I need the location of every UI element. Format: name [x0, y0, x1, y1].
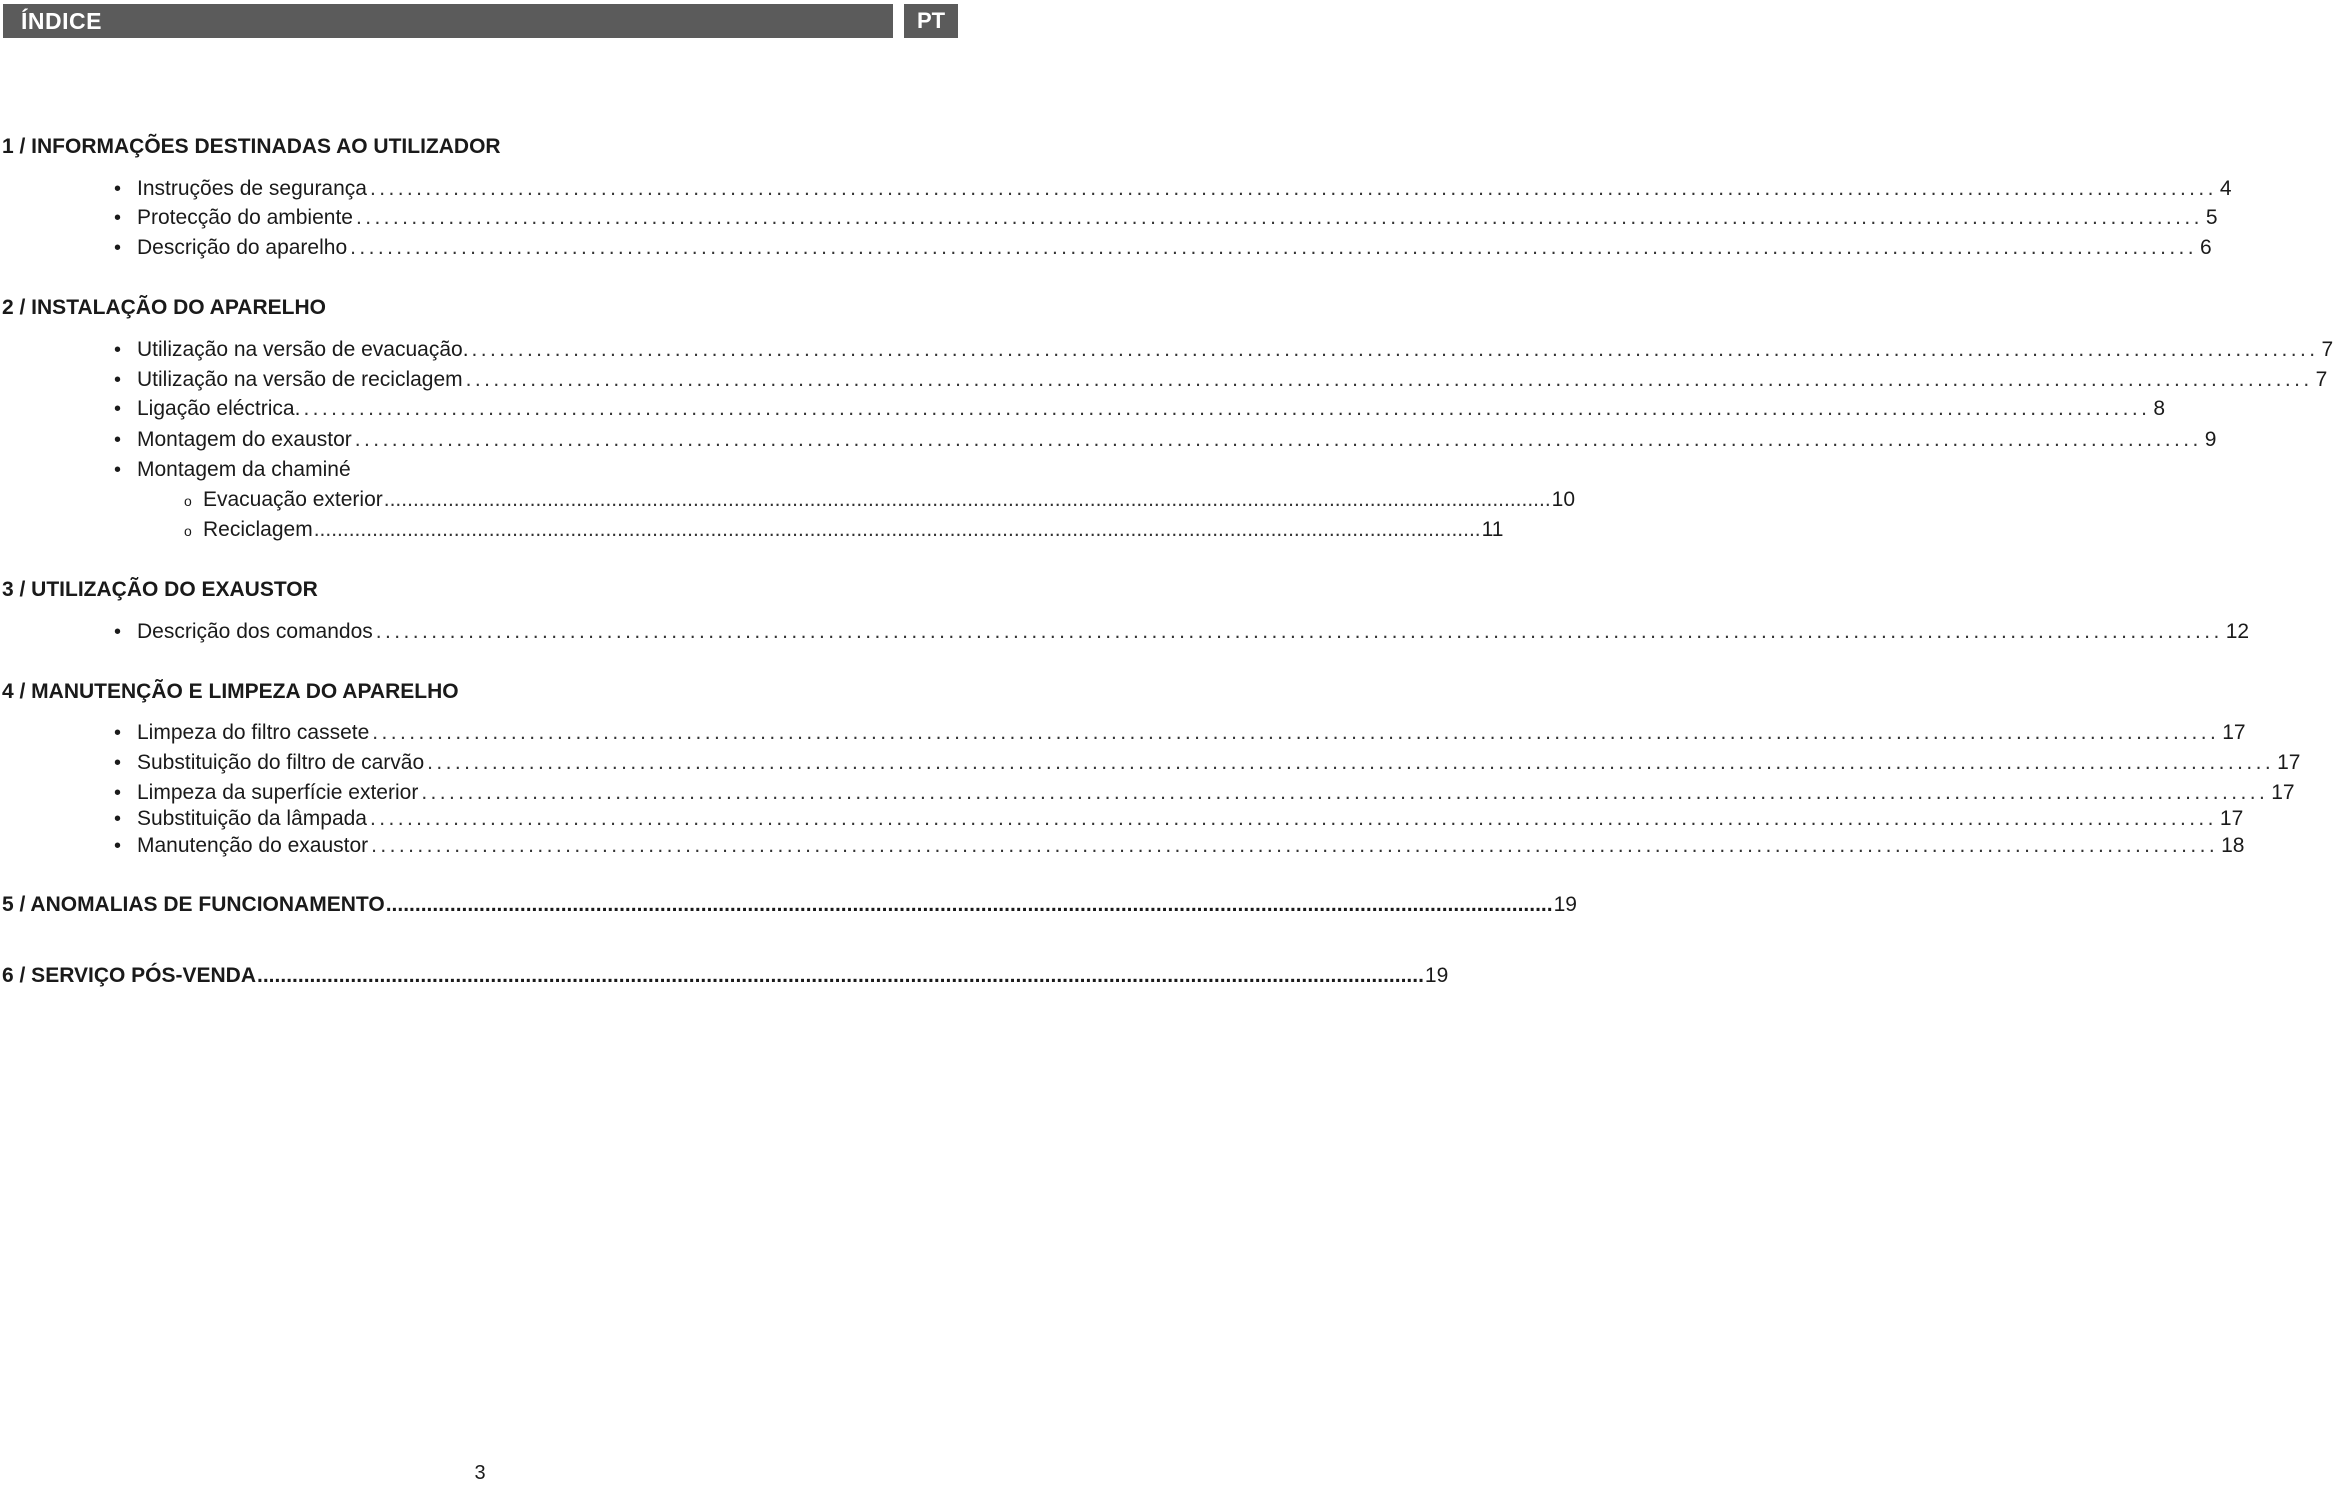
- dot-leader: ........................................................................................................................................................................................................: [354, 428, 2202, 451]
- bullet-icon: •: [114, 752, 122, 774]
- bullet-icon: •: [114, 782, 122, 804]
- toc-entry-label: Descrição dos comandos: [137, 620, 373, 643]
- sub-bullet-icon: o: [184, 493, 192, 509]
- index-header-bar: [3, 4, 893, 38]
- section-3-title: 3 / UTILIZAÇÃO DO EXAUSTOR: [2, 578, 318, 601]
- toc-entry[interactable]: [114, 720, 2246, 746]
- dot-leader: ........................................................................................................................................................................................................: [383, 488, 1551, 511]
- toc-entry-label: Montagem do exaustor: [137, 428, 352, 451]
- toc-entry[interactable]: [114, 833, 2245, 859]
- toc-entry-page: 7: [2315, 368, 2328, 391]
- index-title: ÍNDICE: [21, 8, 102, 34]
- toc-entry-page: 9: [2204, 428, 2217, 451]
- bullet-icon: •: [114, 621, 122, 643]
- dot-leader: ........................................................................................................................................................................................................: [355, 206, 2203, 229]
- toc-entry-page: 5: [2205, 206, 2218, 229]
- section-5-title: 5 / ANOMALIAS DE FUNCIONAMENTO: [2, 893, 385, 916]
- dot-leader: ........................................................................................................................................................................................................: [303, 397, 2151, 420]
- section-2-title: 2 / INSTALAÇÃO DO APARELHO: [2, 296, 326, 319]
- bullet-icon: •: [114, 429, 122, 451]
- page-number: 3: [474, 1462, 486, 1484]
- toc-subentry[interactable]: [184, 487, 1576, 514]
- section-5-page: 19: [1553, 893, 1577, 916]
- section-4-title: 4 / MANUTENÇÃO E LIMPEZA DO APARELHO: [2, 680, 459, 703]
- section-6-line[interactable]: [2, 963, 1449, 989]
- language-badge: [904, 4, 958, 38]
- bullet-icon: •: [114, 835, 122, 857]
- toc-entry-page: 17: [2219, 807, 2244, 830]
- toc-entry[interactable]: [114, 396, 2166, 422]
- toc-entry[interactable]: [114, 619, 2250, 645]
- bullet-icon: •: [114, 207, 122, 229]
- toc-subentry-label: Reciclagem: [203, 518, 313, 541]
- toc-entry-page: 17: [2271, 781, 2295, 804]
- toc-entry[interactable]: [114, 235, 2212, 261]
- toc-entry-label: Limpeza da superfície exterior: [137, 781, 419, 804]
- dot-leader: ........................................................................................................................................................................................................: [371, 834, 2219, 857]
- toc-entry-page: 17: [2277, 751, 2301, 774]
- toc-entry[interactable]: [114, 176, 2232, 202]
- toc-subentry[interactable]: [184, 517, 1504, 544]
- toc-entry-page: 7: [2321, 338, 2333, 361]
- toc-entry[interactable]: [114, 337, 2333, 363]
- toc-entry[interactable]: [114, 427, 2217, 453]
- toc-subentry-label: Evacuação exterior: [203, 488, 383, 511]
- bullet-icon: •: [114, 339, 122, 361]
- bullet-icon: •: [114, 398, 122, 420]
- sub-bullet-icon: o: [184, 523, 192, 539]
- toc-entry[interactable]: [114, 806, 2244, 832]
- toc-entry[interactable]: [114, 457, 934, 483]
- language-label: PT: [916, 8, 946, 33]
- toc-entry-label: Instruções de segurança: [137, 177, 367, 200]
- dot-leader: ........................................................................................................................................................................................................: [427, 751, 2275, 774]
- toc-entry-label: Utilização na versão de evacuação.: [137, 338, 469, 361]
- dot-leader: ........................................................................................................................................................................................................: [375, 620, 2223, 643]
- toc-entry[interactable]: [114, 780, 2295, 806]
- toc-entry-page: 17: [2222, 721, 2246, 744]
- bullet-icon: •: [114, 178, 122, 200]
- dot-leader: ........................................................................................................................................................................................................: [369, 177, 2217, 200]
- bullet-icon: •: [114, 369, 122, 391]
- toc-entry-label: Limpeza do filtro cassete: [137, 721, 370, 744]
- dot-leader: ........................................................................................................................................................................................................: [257, 964, 1424, 987]
- bullet-icon: •: [114, 808, 122, 830]
- toc-entry-page: 6: [2200, 236, 2212, 259]
- toc-subentry-page: 10: [1551, 488, 1576, 511]
- toc-entry-label: Utilização na versão de reciclagem: [137, 368, 463, 391]
- section-6-page: 19: [1424, 964, 1449, 987]
- dot-leader: ........................................................................................................................................................................................................: [421, 781, 2269, 804]
- toc-entry[interactable]: [114, 750, 2301, 776]
- section-1-title: 1 / INFORMAÇÕES DESTINADAS AO UTILIZADOR: [2, 135, 501, 158]
- bullet-icon: •: [114, 237, 122, 259]
- section-6-title: 6 / SERVIÇO PÓS-VENDA: [2, 964, 257, 987]
- toc-entry-label: Substituição do filtro de carvão: [137, 751, 425, 774]
- bullet-icon: •: [114, 459, 122, 481]
- dot-leader: ........................................................................................................................................................................................................: [370, 807, 2217, 830]
- dot-leader: ........................................................................................................................................................................................................: [385, 893, 1553, 916]
- toc-entry-label: Ligação eléctrica.: [137, 397, 301, 420]
- toc-entry[interactable]: [114, 205, 2218, 231]
- dot-leader: ........................................................................................................................................................................................................: [313, 518, 1481, 541]
- toc-entry-label: Montagem da chaminé: [137, 458, 351, 481]
- dot-leader: ........................................................................................................................................................................................................: [465, 368, 2313, 391]
- toc-entry-label: Substituição da lâmpada: [137, 807, 367, 830]
- toc-entry-page: 18: [2221, 834, 2245, 857]
- section-5-line[interactable]: [2, 892, 1577, 918]
- toc-entry-page: 4: [2219, 177, 2232, 200]
- dot-leader: ........................................................................................................................................................................................................: [471, 338, 2319, 361]
- toc-entry-page: 12: [2225, 620, 2250, 643]
- dot-leader: ........................................................................................................................................................................................................: [350, 236, 2198, 259]
- bullet-icon: •: [114, 722, 122, 744]
- dot-leader: ........................................................................................................................................................................................................: [372, 721, 2220, 744]
- toc-entry-label: Descrição do aparelho: [137, 236, 348, 259]
- toc-entry[interactable]: [114, 367, 2328, 393]
- toc-entry-page: 8: [2153, 397, 2166, 420]
- toc-subentry-page: 11: [1481, 518, 1504, 541]
- toc-entry-label: Protecção do ambiente: [137, 206, 353, 229]
- toc-entry-label: Manutenção do exaustor: [137, 834, 369, 857]
